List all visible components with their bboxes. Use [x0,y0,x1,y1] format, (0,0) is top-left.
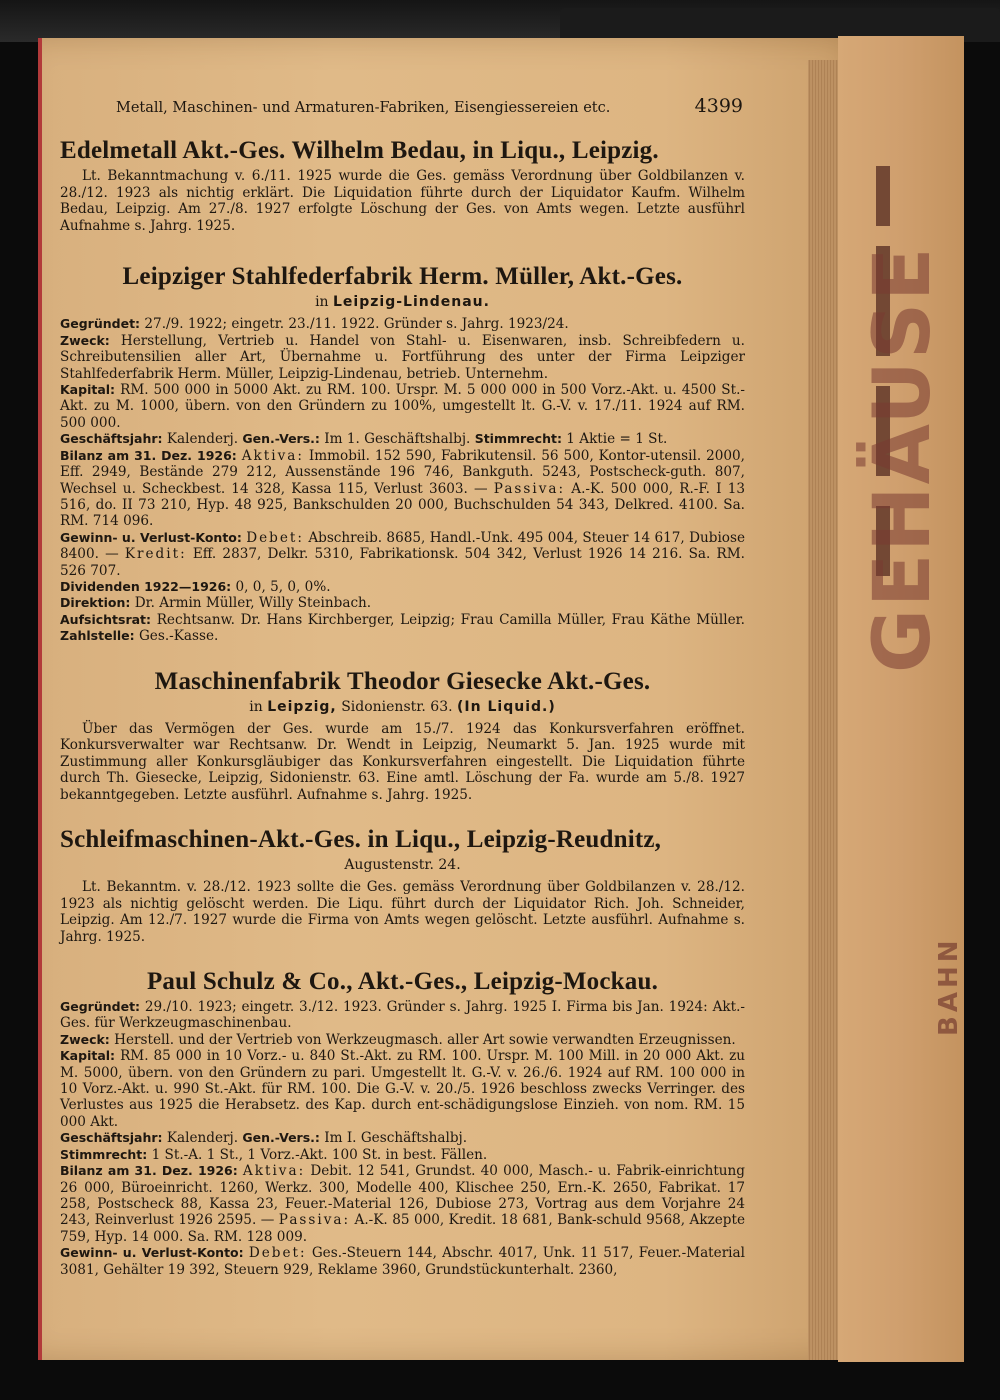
location-prefix: in [249,698,263,715]
field-gegruendet: Gegründet: 27./9. 1922; eingetr. 23./11. 1922. Gründer s. Jahrg. 1923/24. [60,316,569,333]
entry-location [60,699,745,715]
entry-title: Schleifmaschinen-Akt.-Ges. in Liqu., Leipzig-Reudnitz, [60,826,662,853]
field-geschaeftsjahr: Geschäftsjahr: Kalenderj. Gen.-Vers.: Im I. Geschäftshalbj. [60,1130,468,1147]
entry-text: Lt. Bekanntm. v. 28./12. 1923 sollte die Ges. gemäss Verordnung über Goldbilanzen v. 28./12. 1923 als nichtig gelöscht werden. Die Liqu. führt durch der Liquidator Rich. Joh. Schneider, Leipzig. Am 12./7. 1927 wurde die Firma von Amts wegen gelöscht. Letzte ausführl. Aufnahme s. Jahrg. 1925. [60,879,745,945]
location-city: Leipzig-Lindenau. [333,294,490,311]
entry-title: Leipziger Stahlfederfabrik Herm. Müller, Akt.-Ges. [122,263,683,291]
entry-leipziger-stahlfederfabrik [60,262,745,645]
location-prefix: in [315,294,329,311]
field-aufsichtsrat: Aufsichtsrat: Rechtsanw. Dr. Hans Kirchberger, Leipzig; Frau Camilla Müller, Frau Käthe Müller. Zahlstelle: Ges.-Kasse. [60,611,745,645]
running-head-title: Metall, Maschinen- und Armaturen-Fabriken, Eisengiessereien etc. [116,100,611,116]
location-address: Sidonienstr. 63. [341,698,453,715]
spine-sub-lettering: BAHN [934,936,964,1036]
field-dividenden: Dividenden 1922—1926: 0, 0, 5, 0, 0%. [60,578,331,595]
field-geschaeftsjahr: Geschäftsjahr: Kalenderj. Gen.-Vers.: Im 1. Geschäftshalbj. Stimmrecht: 1 Aktie = 1 St. [60,431,668,448]
field-kapital: Kapital: RM. 500 000 in 5000 Akt. zu RM. 100. Urspr. M. 5 000 000 in 500 Vorz.-Akt. u. 4500 St.-Akt. zu M. 1000, übern. von den Gründern zu 100%, umgestellt lt. G.-V. v. 17./11. 1924 auf RM. 500 000. [60,382,745,431]
page-number: 4399 [694,95,743,117]
field-gewinn-verlust: Gewinn- u. Verlust-Konto: Debet: Abschreib. 8685, Handl.-Unk. 495 004, Steuer 14 617, Dubiose 8400. — Kredit: Eff. 2837, Delkr. 5310, Fabrikationsk. 504 342, Verlust 1926 14 216. Sa. RM. 526 707. [60,529,745,579]
location-city: Leipzig, [267,698,337,715]
entry-location: Augustenstr. 24. [344,857,461,873]
field-gewinn-verlust: Gewinn- u. Verlust-Konto: Debet: Ges.-Steuern 144, Abschr. 4017, Unk. 11 517, Feuer.-Material 3081, Gehälter 19 392, Steuern 929, Reklame 3960, Grundstückunterhalt. 2360, [60,1245,745,1278]
book-spine [838,36,964,1362]
field-bilanz: Bilanz am 31. Dez. 1926: Aktiva: Immobil. 152 590, Fabrikutensil. 56 500, Kontor-utensil. 2000, Eff. 2949, Bestände 279 212, Aussenstände 196 746, Bankguth. 5243, Postscheck-guth. 807, Wechsel u. Scheckbest. 14 328, Kassa 115, Verlust 3603. — Passiva: A.-K. 500 000, R.-F. I 13 516, do. II 73 210, Hyp. 48 925, Bankschulden 20 000, Buchschulden 54 343, Delkred. 4100. Sa. RM. 714 096. [60,447,746,530]
entry-title: Edelmetall Akt.-Ges. Wilhelm Bedau, in Liqu., Leipzig. [60,137,659,165]
page-edges [808,60,838,1360]
field-direktion: Direktion: Dr. Armin Müller, Willy Steinbach. [60,595,372,612]
location-status: (In Liquid.) [457,698,556,715]
entry-schleifmaschinen [60,825,745,945]
entry-edelmetall [60,136,745,234]
field-zweck: Zweck: Herstell. und der Vertrieb von Werkzeugmasch. aller Art sowie verwandten Erzeugnissen. [60,1031,736,1048]
entry-title: Paul Schulz & Co., Akt.-Ges., Leipzig-Mockau. [146,968,659,996]
field-zweck: Zweck: Herstellung, Vertrieb u. Handel von Stahl- u. Eisenwaren, insb. Schreibfedern u. Schreibutensilien aller Art, Übernahme u. Fortführung des unter der Firma Leipziger Stahlfederfabrik Herm. Müller, Leipzig-Lindenau, betrieb. Unternehm. [60,332,745,382]
field-kapital: Kapital: RM. 85 000 in 10 Vorz.- u. 840 St.-Akt. zu RM. 100. Urspr. M. 100 Mill. in 20 000 Akt. zu M. 5000, übern. von den Gründern zu pari. Umgestellt lt. G.-V. v. 26./6. 1924 auf RM. 100 000 in 10 Vorz.-Akt. u. 990 St.-Akt. für RM. 100. Die G.-V. v. 20./5. 1926 beschloss zwecks Verringer. des Verlustes aus 1925 die Herabsetz. des Kap. durch ent-schädigungslose Einzieh. von nom. RM. 15 000 Akt. [60,1048,746,1130]
entry-maschinenfabrik-giesecke [60,667,745,803]
entry-title: Maschinenfabrik Theodor Giesecke Akt.-Ges. [154,667,651,695]
field-stimmrecht: Stimmrecht: 1 St.-A. 1 St., 1 Vorz.-Akt. 100 St. in best. Fällen. [60,1146,488,1163]
entry-text: Über das Vermögen der Ges. wurde am 15./7. 1924 das Konkursverfahren eröffnet. Konkursverwalter war Rechtsanw. Dr. Wendt in Leipzig, Neumarkt 5. Jan. 1925 wurde mit Zustimmung aller Konkursgläubiger das Konkursverfahren eingestellt. Die Liquidation führte durch Th. Giesecke, Leipzig, Sidonienstr. 63. Eine amtl. Löschung der Fa. wurde am 5./8. 1927 bekanntgegeben. Letzte ausführl. Aufnahme s. Jahrg. 1925. [60,720,745,803]
entry-paul-schulz [60,967,745,1278]
field-bilanz: Bilanz am 31. Dez. 1926: Aktiva: Debit. 12 541, Grundst. 40 000, Masch.- u. Fabrik-einrichtung 26 000, Büroeinricht. 1260, Werkz. 300, Modelle 400, Klischee 250, Ern.-K. 2650, Fabrikat. 17 258, Postscheck 88, Kassa 23, Feuer.-Material 126, Dubiose 273, Vortrag aus dem Vorjahre 24 243, Reinverlust 1926 2595. — Passiva: A.-K. 85 000, Kredit. 18 681, Bank-schuld 9568, Akzepte 759, Hyp. 14 000. Sa. RM. 128 009. [60,1163,746,1245]
entry-text: Lt. Bekanntmachung v. 6./11. 1925 wurde die Ges. gemäss Verordnung über Goldbilanzen v. 28./12. 1923 als nichtig erklärt. Die Liquidation führte durch der Liquidator Kaufm. Wilhelm Bedau, Leipzig. Am 27./8. 1927 erfolgte Löschung der Ges. von Amts wegen. Letzte ausführl Aufnahme s. Jahrg. 1925. [60,168,745,234]
page-content [60,95,746,1278]
running-head [116,95,745,117]
field-gegruendet: Gegründet: 29./10. 1923; eingetr. 3./12. 1923. Gründer s. Jahrg. 1925 I. Firma bis Jan. 1924: Akt.-Ges. für Werkzeugmaschinenbau. [60,999,745,1032]
entry-location [60,294,745,310]
spine-lettering: GEHÄUSE [858,246,948,674]
